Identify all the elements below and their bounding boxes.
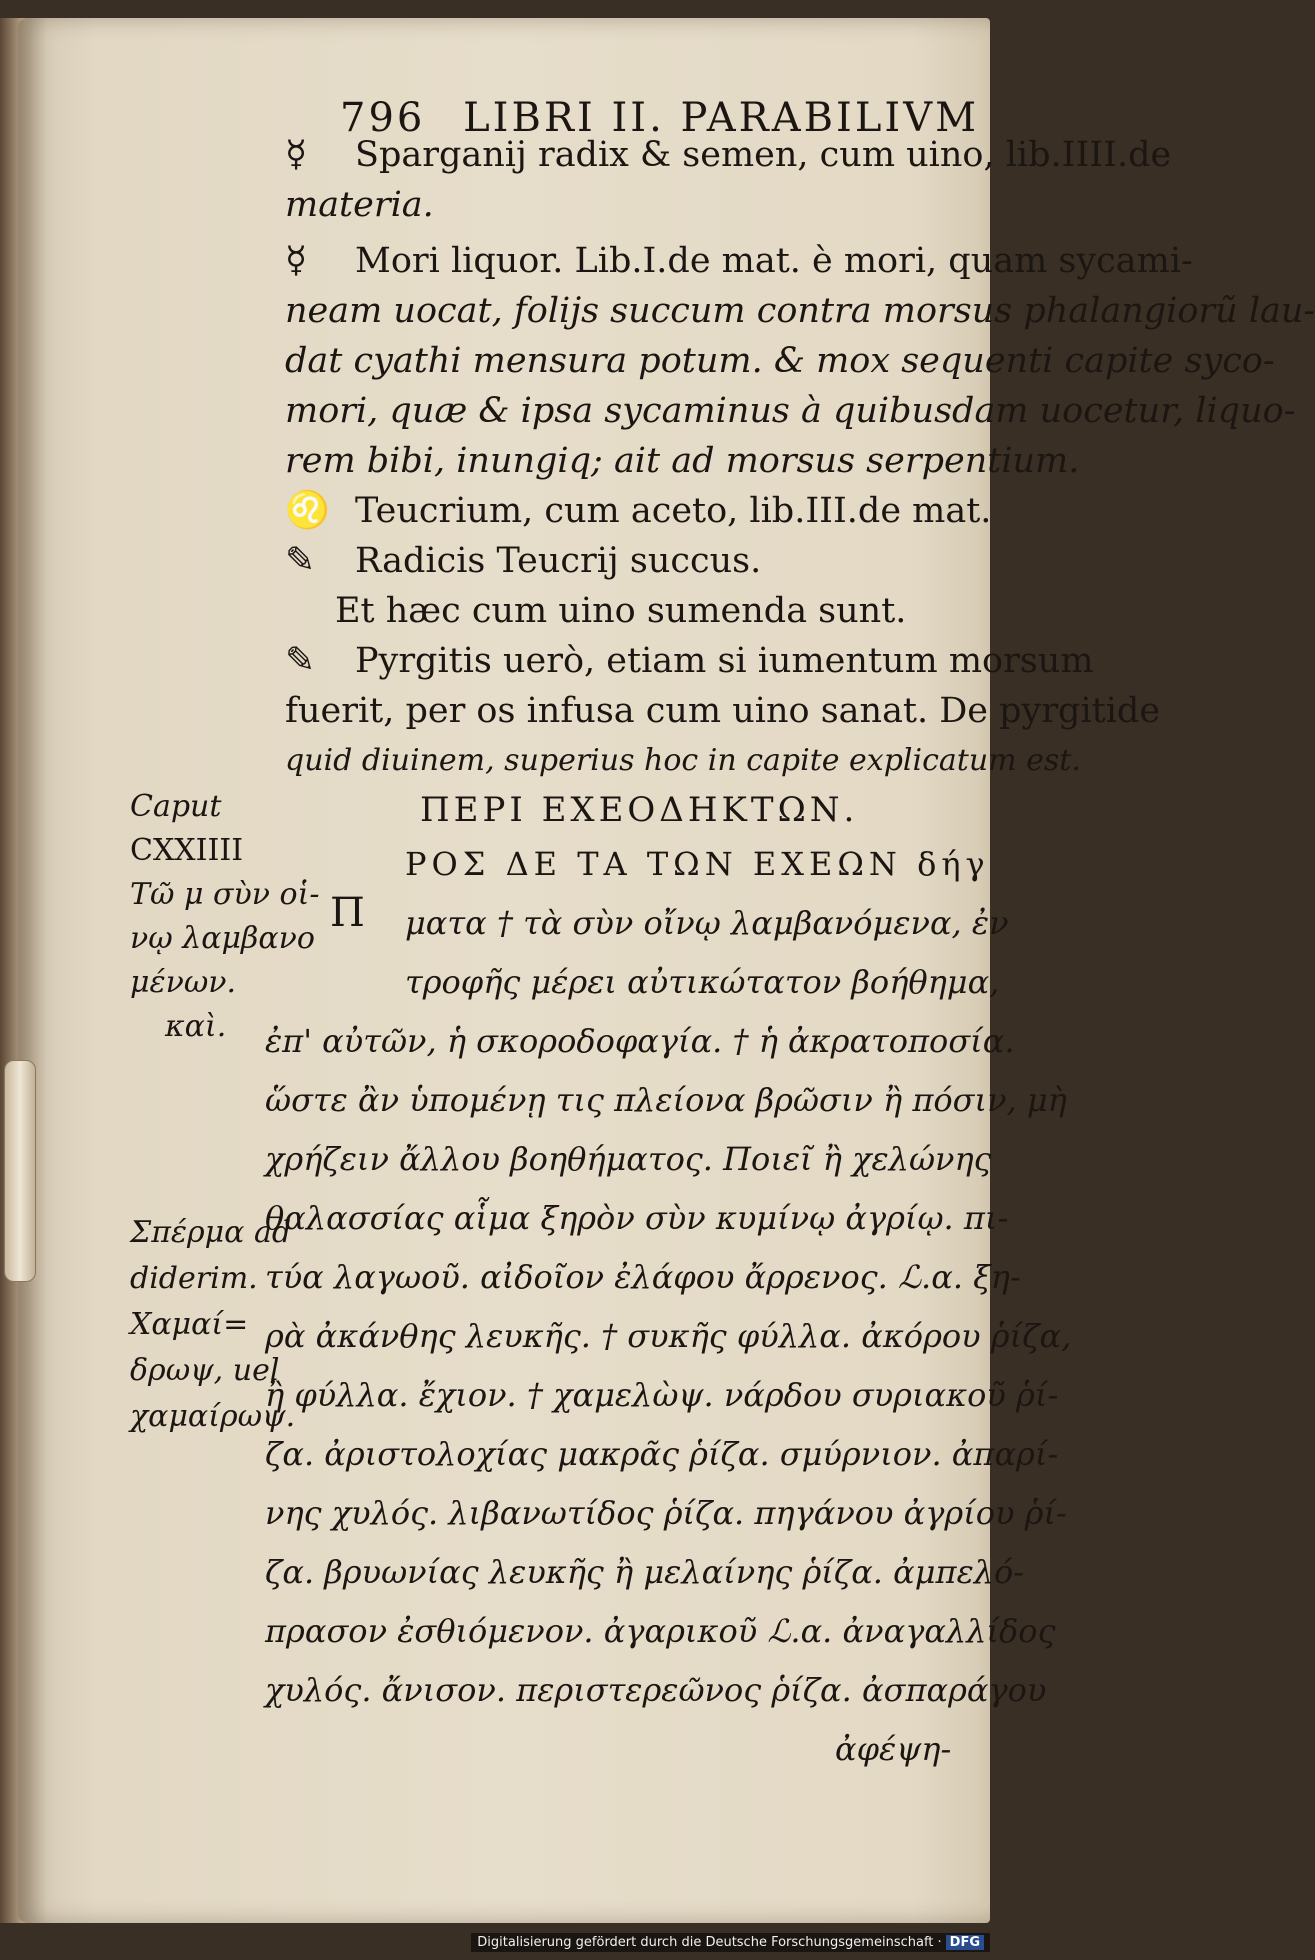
margin-note: δρωψ, uel	[130, 1353, 280, 1388]
margin-note: Χαμαί=	[130, 1307, 249, 1342]
latin-line: ✎ Pyrgitis uerò, etiam si iumentum morsum	[285, 636, 975, 686]
greek-line: ὥστε ἂν ὑπομένῃ τις πλείονα βρῶσιν ἢ πόσιν, μὴ	[265, 1081, 1067, 1119]
page-number: 796	[340, 95, 426, 141]
dfg-logo: DFG	[946, 1935, 984, 1950]
greek-chapter-title: ΠΕΡΙ ΕΧΕΟΔΗΚΤΩΝ.	[420, 790, 859, 830]
greek-line: χρήζειν ἄλλου βοηθήματος. Ποιεῖ ἢ χελώνης	[265, 1140, 992, 1178]
greek-text	[265, 835, 1072, 1779]
greek-line: ΡΟΣ ΔΕ ΤΑ ΤΩΝ ΕΧΕΩΝ δήγ	[405, 845, 990, 883]
latin-line: fuerit, per os infusa cum uino sanat. De pyrgitide	[285, 691, 1161, 731]
symbol-mark-icon: ✎	[285, 540, 316, 581]
latin-line: ☿ Sparganij radix & semen, cum uino, lib.IIII.de	[285, 130, 975, 180]
greek-line: νης χυλός. λιβανωτίδος ῥίζα. πηγάνου ἀγρίου ῥί-	[265, 1494, 1067, 1532]
caput-label: Caput	[130, 789, 222, 824]
latin-line: materia.	[285, 185, 434, 225]
latin-line: ♌ Teucrium, cum aceto, lib.III.de mat.	[285, 486, 975, 536]
symbol-mark-icon: ☿	[285, 134, 308, 175]
margin-note: diderim.	[130, 1261, 258, 1296]
latin-line: ✎ Radicis Teucrij succus.	[285, 536, 975, 586]
greek-line: τροφῆς μέρει αὐτικώτατον βοήθημα,	[405, 963, 1000, 1001]
footer-text: Digitalisierung gefördert durch die Deutsche Forschungsgemeinschaft ·	[477, 1935, 942, 1950]
digitization-footer	[471, 1933, 990, 1952]
page-clip	[4, 1060, 36, 1282]
margin-note: χαμαίρωψ.	[130, 1399, 296, 1434]
latin-line: Et hæc cum uino sumenda sunt.	[335, 591, 907, 631]
greek-line: τύα λαγωοῦ. αἰδοῖον ἐλάφου ἄρρενος. ℒ.α. ξη-	[265, 1258, 1021, 1296]
margin-note: καὶ.	[165, 1009, 227, 1044]
latin-line: neam uocat, folijs succum contra morsus phalangiorũ lau-	[285, 291, 1315, 331]
greek-line: πρασον ἐσθιόμενον. ἀγαρικοῦ ℒ.α. ἀναγαλλίδος	[265, 1612, 1056, 1650]
margin-notes-lower	[130, 1210, 295, 1440]
latin-line: quid diuinem, superius hoc in capite explicatum est.	[285, 743, 1081, 778]
margin-note: Σπέρμα ad	[130, 1215, 292, 1250]
drop-initial: Π	[330, 890, 365, 936]
greek-line: ζα. ἀριστολοχίας μακρᾶς ῥίζα. σμύρνιον. ἀπαρί-	[265, 1435, 1059, 1473]
latin-line: ☿ Mori liquor. Lib.I.de mat. è mori, quam sycami-	[285, 236, 975, 286]
greek-line: χυλός. ἄνισον. περιστερεῶνος ῥίζα. ἀσπαράγου	[265, 1671, 1047, 1709]
greek-line: ζα. βρυωνίας λευκῆς ἢ μελαίνης ῥίζα. ἀμπελό-	[265, 1553, 1025, 1591]
running-title: LIBRI II. PARABILIVM	[463, 95, 980, 141]
symbol-mark-icon: ✎	[285, 640, 316, 681]
margin-note: μένων.	[130, 965, 237, 1000]
greek-line: ματα † τὰ σὺν οἴνῳ λαμβανόμενα, ἐν	[405, 904, 1009, 942]
latin-section	[285, 130, 1315, 786]
greek-line: ἀφέψη-	[835, 1730, 952, 1768]
greek-line: ἐπ' αὐτῶν, ἡ σκοροδοφαγία. † ἡ ἀκρατοποσία.	[265, 1022, 1015, 1060]
latin-line: dat cyathi mensura potum. & mox sequenti capite syco-	[285, 341, 1275, 381]
latin-line: mori, quæ & ipsa sycaminus à quibusdam uocetur, liquo-	[285, 391, 1296, 431]
greek-line: ρὰ ἀκάνθης λευκῆς. † συκῆς φύλλα. ἀκόρου ῥίζα,	[265, 1317, 1072, 1355]
greek-line: θαλασσίας αἷμα ξηρὸν σὺν κυμίνῳ ἀγρίῳ. πι-	[265, 1199, 1009, 1237]
latin-line: rem bibi, inungiq; ait ad morsus serpentium.	[285, 441, 1080, 481]
margin-note: νῳ λαμβανο	[130, 921, 315, 956]
symbol-mark-icon: ☿	[285, 240, 308, 281]
margin-note: Τῶ μ σὺν οἱ-	[130, 877, 320, 912]
greek-line: ἢ φύλλα. ἔχιον. † χαμελὼψ. νάρδου συριακοῦ ῥί-	[265, 1376, 1059, 1414]
caput-number: CXXIIII	[130, 833, 244, 868]
symbol-mark-icon: ♌	[285, 490, 330, 531]
